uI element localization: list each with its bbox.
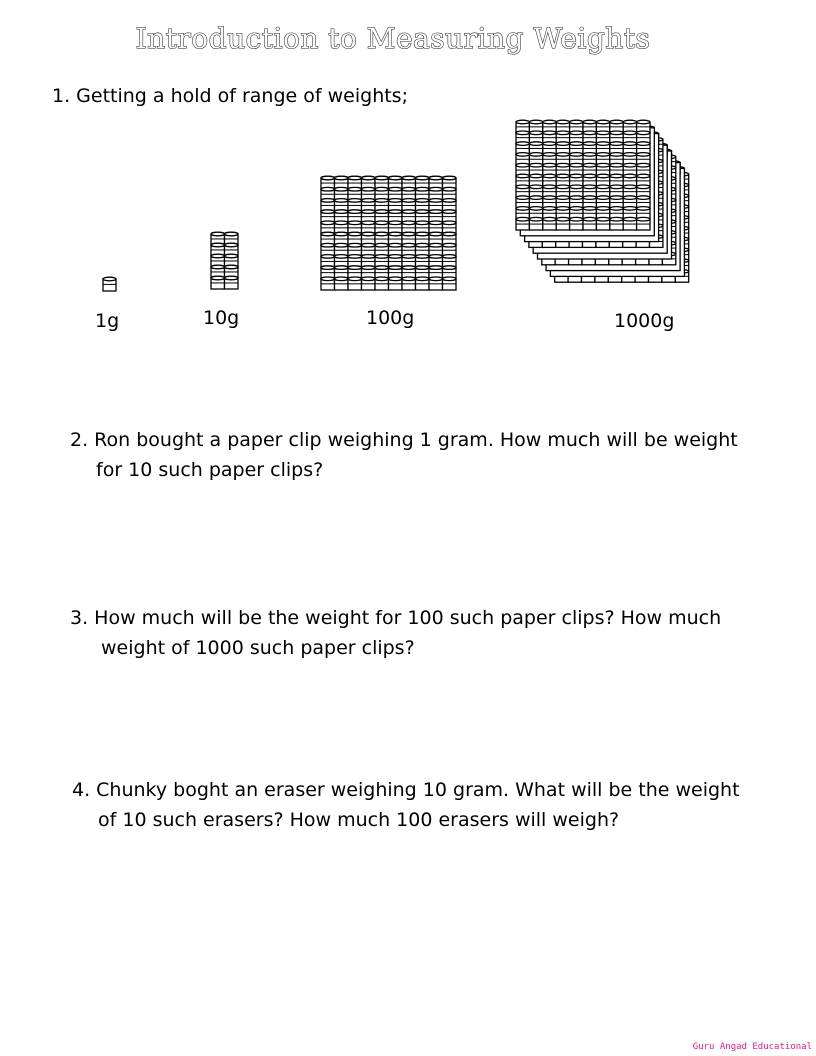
label-100g: 100g xyxy=(366,307,415,329)
block-100g xyxy=(321,176,456,290)
question-1-text: 1. Getting a hold of range of weights; xyxy=(52,85,408,107)
block-1000g-layer xyxy=(516,120,650,230)
question-3 xyxy=(70,603,721,663)
question-2-line2: for 10 such paper clips? xyxy=(96,459,324,481)
question-4-line1: 4. Chunky boght an eraser weighing 10 gram. What will be the weight xyxy=(72,779,740,801)
question-3-line2: weight of 1000 such paper clips? xyxy=(101,637,415,659)
block-1000g xyxy=(516,120,689,282)
footer-credit: Guru Angad Educational xyxy=(692,1042,812,1052)
weight-blocks-illustration xyxy=(0,0,816,340)
question-4 xyxy=(72,775,740,835)
question-2-line1: 2. Ron bought a paper clip weighing 1 gram. How much will be weight xyxy=(70,429,738,451)
question-2 xyxy=(70,425,738,485)
block-10g xyxy=(211,232,238,289)
question-3-line1: 3. How much will be the weight for 100 such paper clips? How much xyxy=(70,607,722,629)
question-4-line2: of 10 such erasers? How much 100 erasers will weigh? xyxy=(98,809,620,831)
page-title: Introduction to Measuring Weights xyxy=(135,22,651,55)
label-10g: 10g xyxy=(203,307,240,329)
label-1000g: 1000g xyxy=(614,310,675,332)
label-1g: 1g xyxy=(95,310,120,332)
block-1g xyxy=(103,277,116,291)
